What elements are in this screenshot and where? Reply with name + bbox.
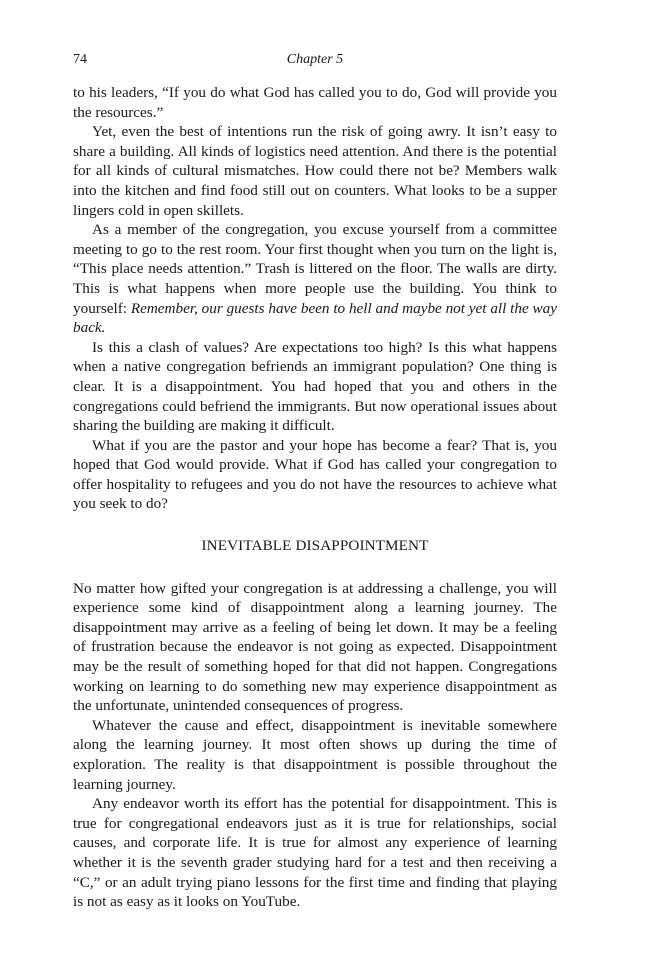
paragraph: to his leaders, “If you do what God has called you to do, God will provide you the resources.”: [73, 84, 557, 121]
section-heading: INEVITABLE DISAPPOINTMENT: [201, 537, 429, 555]
italic-thought: Remember, our guests have been to hell and maybe not yet all the way back.: [73, 299, 557, 337]
page-number: 74: [73, 52, 87, 67]
paragraph: Whatever the cause and effect, disappointment is inevitable somewhere along the learning journey. It most often shows up during the time of exploration. The reality is that disappointment is possible throughout the learning journey.: [73, 716, 557, 793]
paragraph: No matter how gifted your congregation is at addressing a challenge, you will experience some kind of disappointment along a learning journey. The disappointment may arrive as a feeling of being let down. It may be a feeling of frustration because the endeavor is not going as expected. Disappointment may be the result of something hoped for that did not happen. Congregations working on learning to do something new may experience disappointment as the unfortunate, unintended consequences of progress.: [73, 579, 557, 715]
paragraph: What if you are the pastor and your hope has become a fear? That is, you hoped that God would provide. What if God has called your congregation to offer hospitality to refugees and you do not have the resources to achieve what you seek to do?: [73, 436, 557, 513]
page-header: [73, 52, 557, 72]
paragraph: [73, 220, 557, 338]
paragraph: Yet, even the best of intentions run the risk of going awry. It isn’t easy to share a building. All kinds of logistics need attention. And there is the potential for all kinds of cultural mismatches. How could there not be? Members walk into the kitchen and find food still out on counters. What looks to be a supper lingers cold in open skillets.: [73, 123, 557, 219]
paragraph: Is this a clash of values? Are expectations too high? Is this what happens when a native congregation befriends an immigrant population? One thing is clear. It is a disappointment. You had hoped that you and others in the congregations could befriend the immigrants. But now operational issues about sharing the building are making it difficult.: [73, 338, 557, 435]
paragraph: Any endeavor worth its effort has the potential for disappointment. This is true for congregational endeavors just as it is true for relationships, social causes, and corporate life. It is true for almost any experience of learning whether it is the seventh grader studying hard for a test and then receiving a “C,” or an adult trying piano lessons for the first time and finding that playing is not as easy as it looks on YouTube.: [73, 795, 557, 911]
running-head: Chapter 5: [286, 52, 344, 67]
body-text: [73, 83, 557, 912]
paragraph-text: As a member of the congregation, you excuse yourself from a committee meeting to go to the rest room. Your first thought when you turn on the light is, “This place needs attention.” Trash is littered on the floor. The walls are dirty. This is what happens when more people use the building. You think to yourself:: [73, 221, 557, 317]
